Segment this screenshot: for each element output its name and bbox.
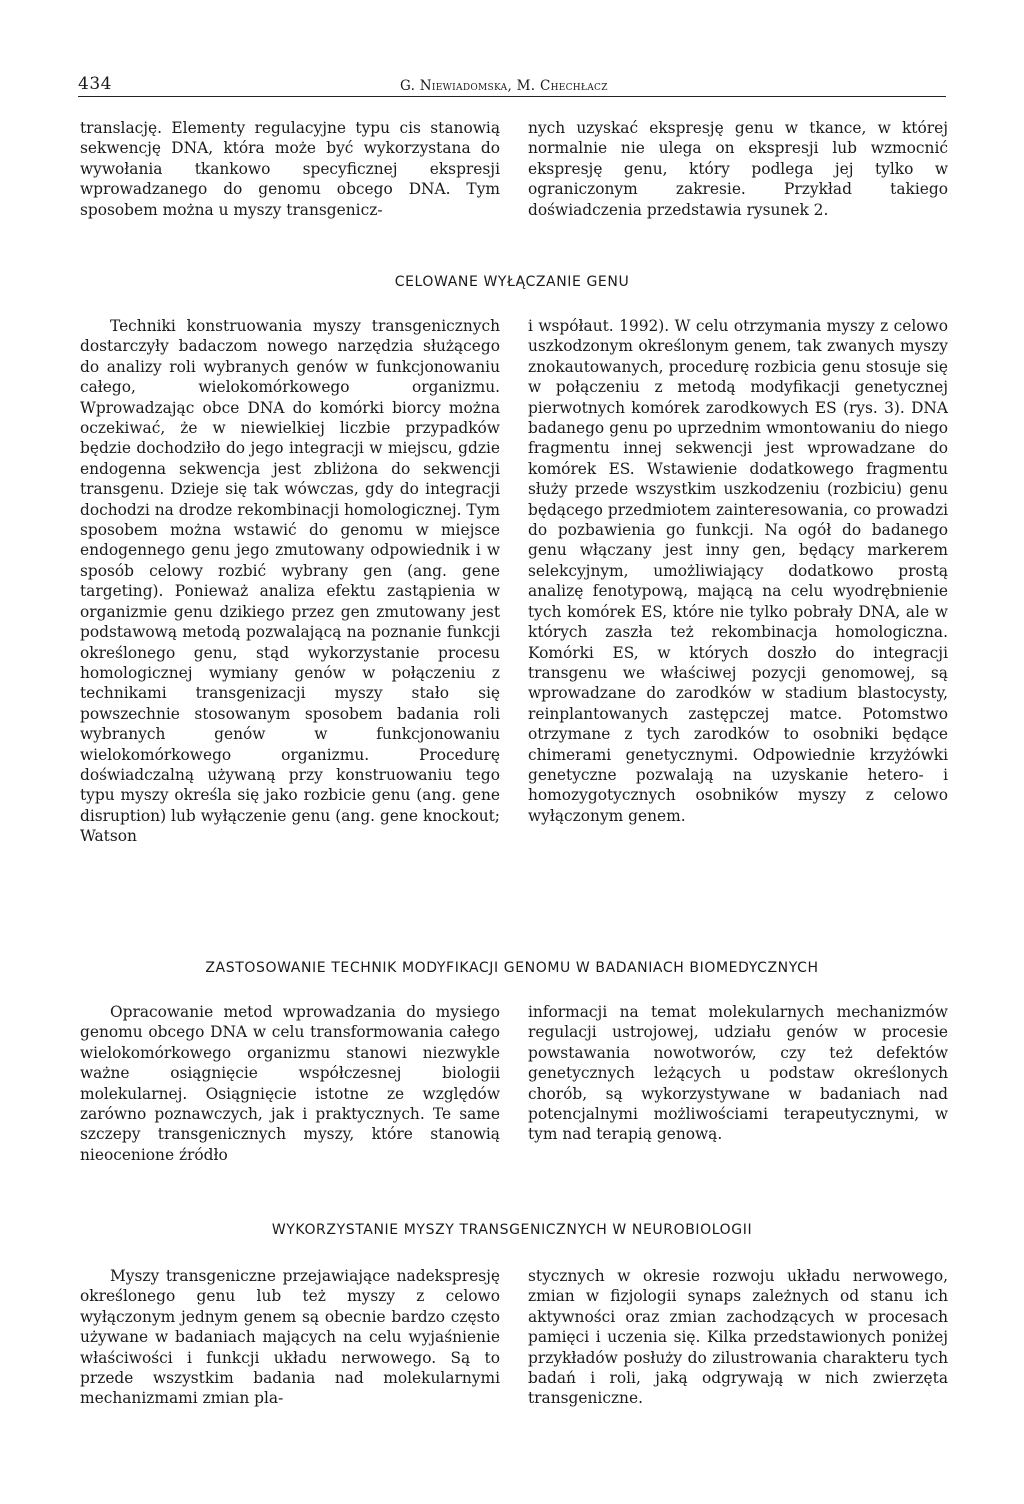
section2-left-column bbox=[80, 1002, 500, 1165]
section3-left-paragraph: Myszy transgeniczne przejawiające nadekspresję określonego genu lub też myszy z celowo wyłączonym jednym genem są obecnie bardzo często używane w badaniach mających na celu wyjaśnienie właściwości i funkcji układu nerwowego. Są to przede wszystkim badania nad molekularnymi mechanizmami zmian pla- bbox=[80, 1267, 500, 1408]
section1-right-paragraph: i współaut. 1992). W celu otrzymania myszy z celowo uszkodzonym określonym genem, tak zwanych myszy znokautowanych, procedurę rozbicia genu stosuje się w połączeniu z metodą modyfikacji genetycznej pierwotnych komórek zarodkowych ES (rys. 3). DNA badanego genu po uprzednim wmontowaniu do niego fragmentu innej sekwencji jest wprowadzane do komórek ES. Wstawienie dodatkowego fragmentu służy przede wszystkim uszkodzeniu (rozbiciu) genu będącego przedmiotem zainteresowania, co prowadzi do pozbawienia go funkcji. Na ogół do badanego genu włączany jest inny gen, będący markerem selekcyjnym, umożliwiający dodatkowo prostą analizę fenotypową, mającą na celu wyodrębnienie tych komórek ES, które nie tylko pobrały DNA, ale w których zaszła też rekombinacja homologiczna. Komórki ES, w których doszło do integracji transgenu we właściwej pozycji genomowej, są wprowadzane do zarodków w stadium blastocysty, reinplantowanych zastępczej matce. Potomstwo otrzymane z tych zarodków to osobniki będące chimerami genetycznymi. Odpowiednie krzyżówki genetyczne pozwalają na uzyskanie hetero- i homozygotycznych osobników myszy z celowo wyłączonym genem. bbox=[528, 317, 948, 825]
page-number: 434 bbox=[78, 74, 112, 94]
section3-left-column bbox=[80, 1266, 500, 1409]
running-header bbox=[78, 66, 946, 97]
running-header-authors: G. Niewiadomska, M. Chechłacz bbox=[400, 78, 608, 94]
section3-right-paragraph: stycznych w okresie rozwoju układu nerwowego, zmian w fizjologii synaps zależnych od stanu ich aktywności oraz zmian zachodzących w procesach pamięci i uczenia się. Kilka przedstawionych poniżej przykładów posłuży do zilustrowania charakteru tych badań i roli, jaką odgrywają w nich zwierzęta transgeniczne. bbox=[528, 1267, 948, 1408]
intro-right-column bbox=[528, 118, 948, 220]
section3-right-column bbox=[528, 1266, 948, 1409]
section2-right-column bbox=[528, 1002, 948, 1145]
section1-left-column bbox=[80, 316, 500, 847]
intro-left-paragraph: translację. Elementy regulacyjne typu cis stanowią sekwencję DNA, która może być wykorzystana do wywołania tkankowo specyficznej ekspresji wprowadzanego do genomu obcego DNA. Tym sposobem można u myszy transgenicz- bbox=[80, 119, 500, 219]
section1-right-column bbox=[528, 316, 948, 826]
section-heading-neurobiology: WYKORZYSTANIE MYSZY TRANSGENICZNYCH W NEUROBIOLOGII bbox=[271, 1222, 753, 1238]
section1-left-paragraph: Techniki konstruowania myszy transgenicznych dostarczyły badaczom nowego narzędzia służącego do analizy roli wybranych genów w funkcjonowaniu całego, wielokomórkowego organizmu. Wprowadzając obce DNA do komórki biorcy można oczekiwać, że w niewielkiej liczbie przypadków będzie dochodziło do jego integracji w miejscu, gdzie endogenna sekwencja jest zbliżona do sekwencji transgenu. Dzieje się tak wówczas, gdy do integracji dochodzi na drodze rekombinacji homologicznej. Tym sposobem można wstawić do genomu w miejsce endogennego genu jego zmutowany odpowiednik i w sposób celowy rozbić wybrany gen (ang. gene targeting). Ponieważ analiza efektu zastąpienia w organizmie genu dzikiego przez gen zmutowany jest podstawową metodą pozwalającą na poznanie funkcji określonego genu, stąd wykorzystanie procesu homologicznej wymiany genów w połączeniu z technikami transgenizacji myszy stało się powszechnie stosowanym sposobem badania roli wybranych genów w funkcjonowaniu wielokomórkowego organizmu. Procedurę doświadczalną używaną przy konstruowaniu tego typu myszy określa się jako rozbicie genu (ang. gene disruption) lub wyłączenie genu (ang. gene knockout; Watson bbox=[80, 317, 500, 846]
section2-right-paragraph: informacji na temat molekularnych mechanizmów regulacji ustrojowej, udziału genów w procesie powstawania nowotworów, czy też defektów genetycznych leżących u podstaw określonych chorób, są wykorzystywane w badaniach nad potencjalnymi możliwościami terapeutycznymi, w tym nad terapią genową. bbox=[528, 1003, 948, 1144]
section-heading-gene-targeting: CELOWANE WYŁĄCZANIE GENU bbox=[394, 274, 630, 290]
section-heading-biomedical: ZASTOSOWANIE TECHNIK MODYFIKACJI GENOMU W BADANIACH BIOMEDYCZNYCH bbox=[205, 960, 819, 976]
section2-left-paragraph: Opracowanie metod wprowadzania do mysiego genomu obcego DNA w celu transformowania całego wielokomórkowego organizmu stanowi niezwykle ważne osiągnięcie współczesnej biologii molekularnej. Osiągnięcie istotne ze względów zarówno poznawczych, jak i praktycznych. Te same szczepy transgenicznych myszy, które stanowią nieocenione źródło bbox=[80, 1003, 500, 1164]
intro-left-column bbox=[80, 118, 500, 220]
intro-right-paragraph: nych uzyskać ekspresję genu w tkance, w której normalnie nie ulega on ekspresji lub wzmocnić ekspresję genu, który podlega jej tylko w ograniczonym zakresie. Przykład takiego doświadczenia przedstawia rysunek 2. bbox=[528, 119, 948, 219]
